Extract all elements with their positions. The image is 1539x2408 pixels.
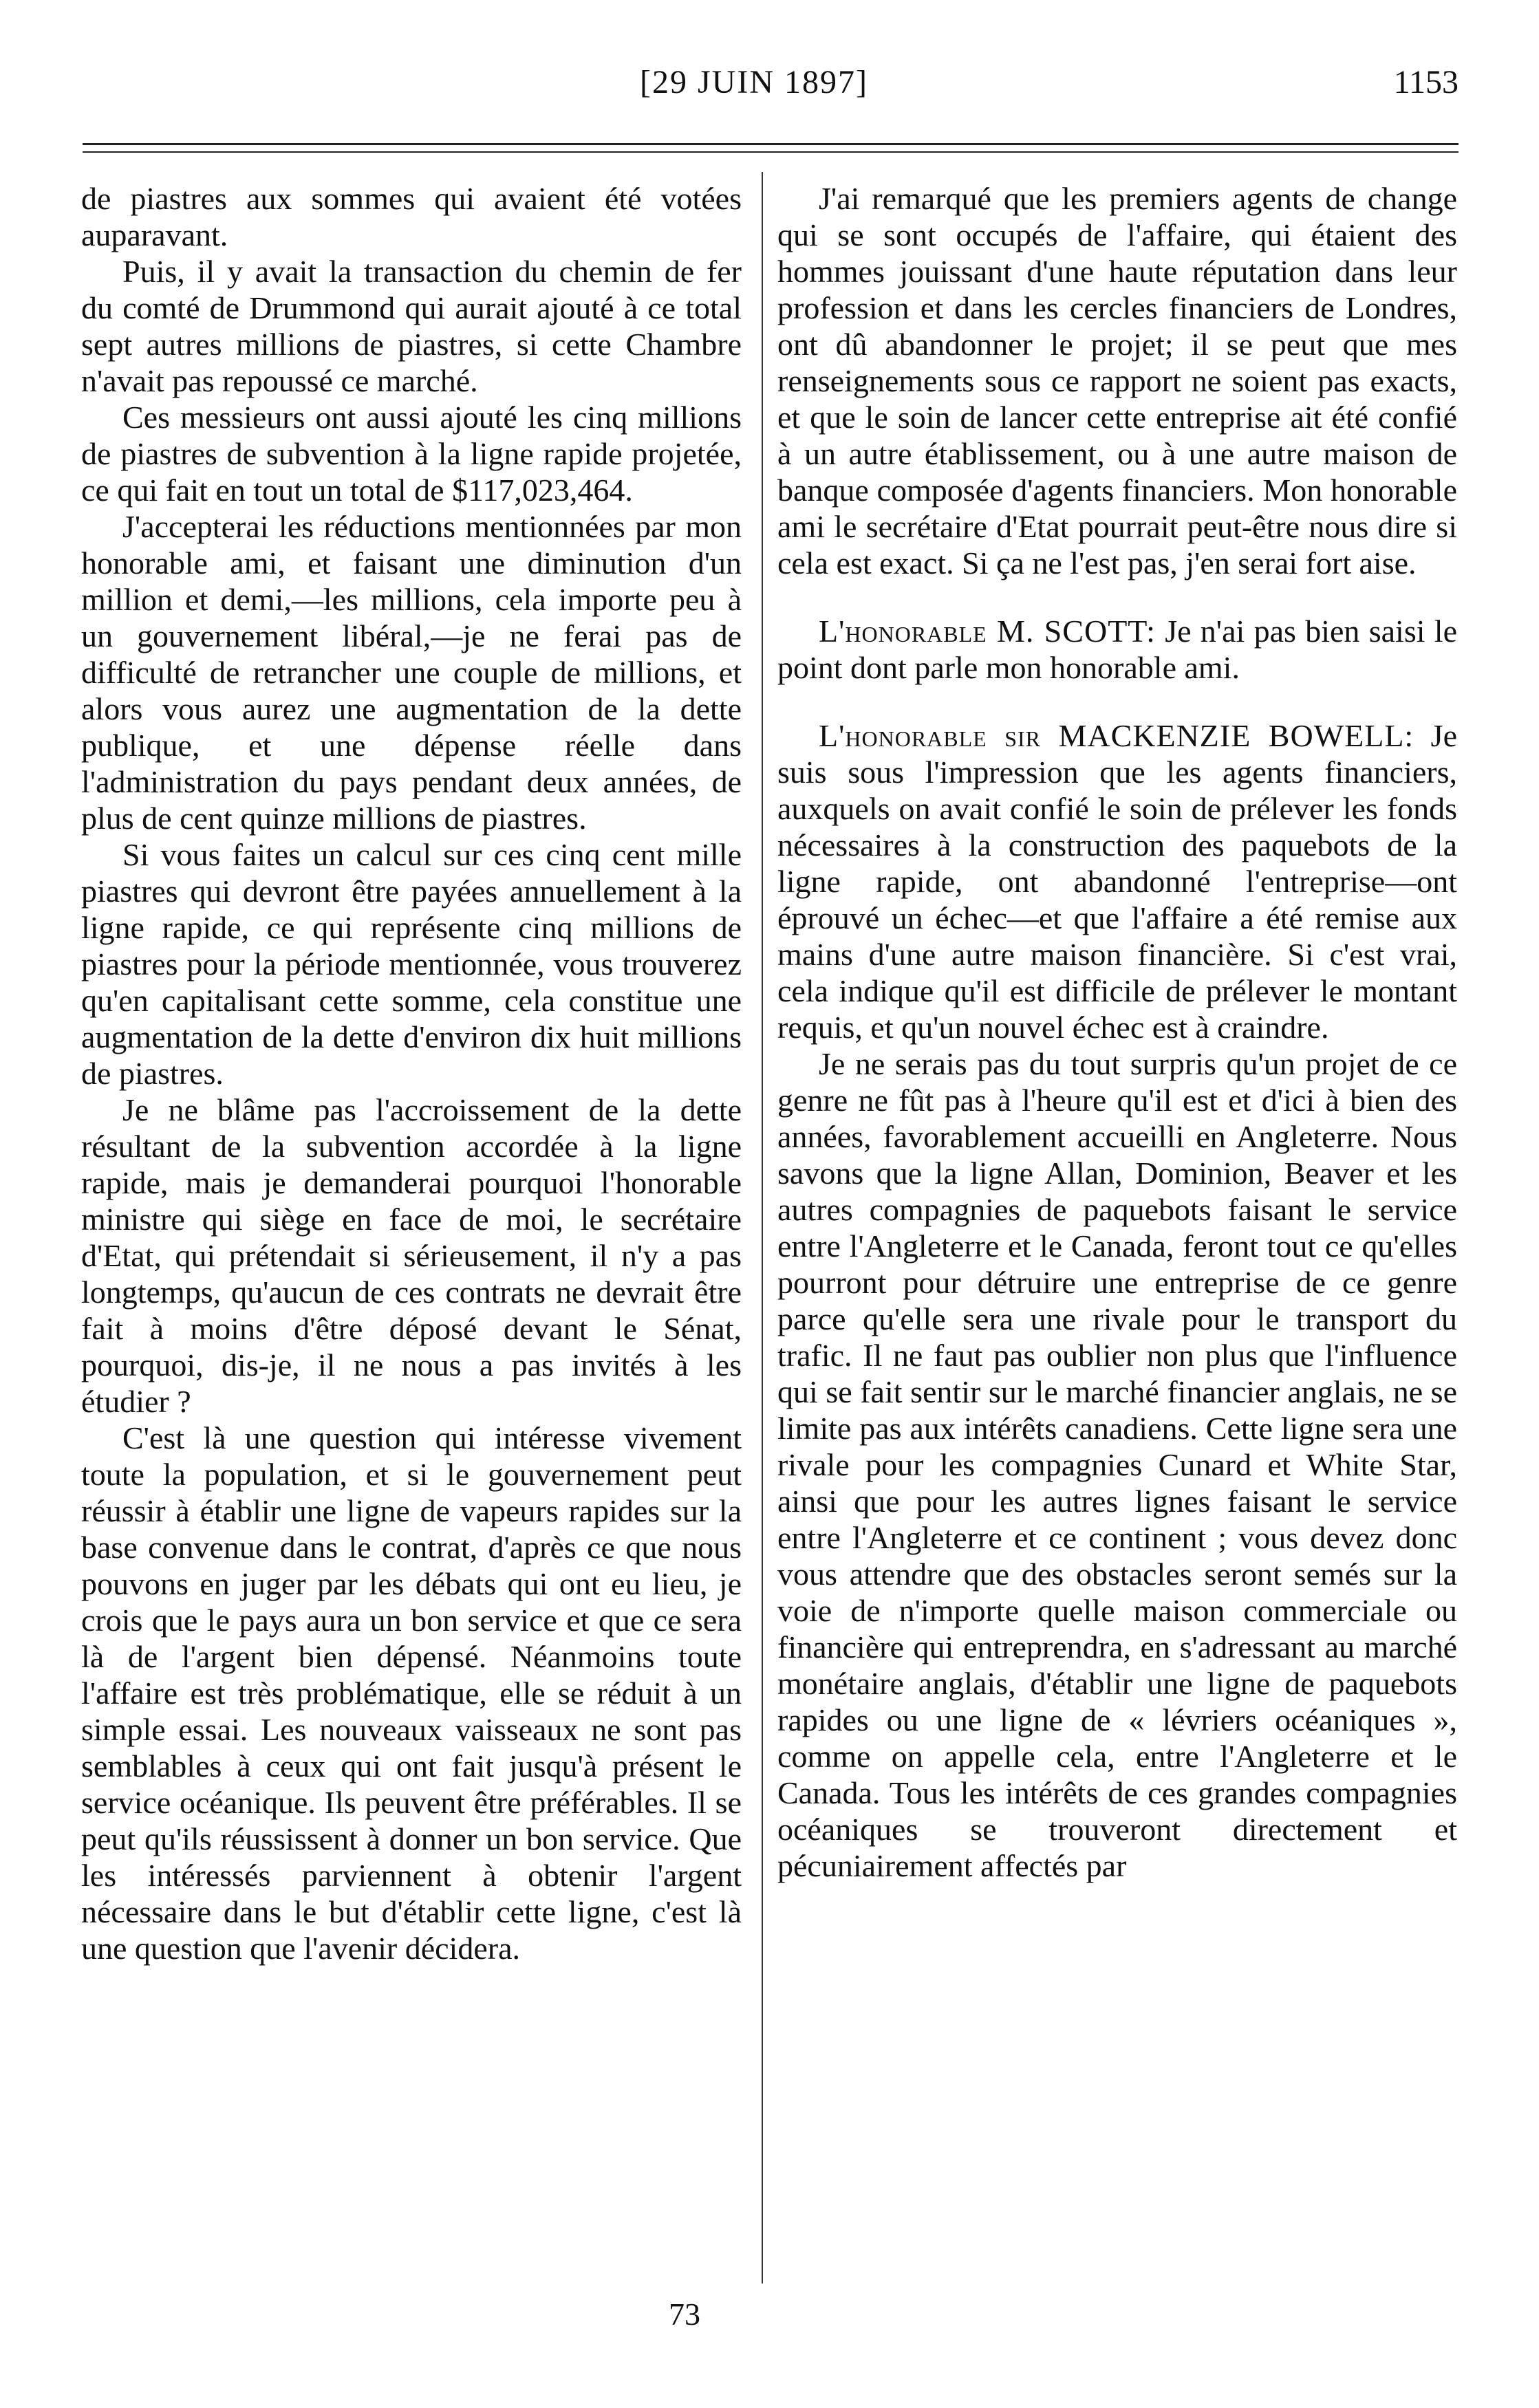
header-rule-top: [83, 143, 1459, 145]
paragraph: J'ai remarqué que les premiers agents de change qui se sont occupés de l'affaire, qui étaient des hommes jouissant d'une haute réputation dans leur profession et dans les cercles financiers de Londres, ont dû abandonner le projet; il se peut que mes renseignements sous ce rapport ne soient pas exacts, et que le soin de lancer cette entreprise ait été confié à un autre établissement, ou à une autre maison de banque composée d'agents financiers. Mon honorable ami le secrétaire d'Etat pourrait peut-être nous dire si cela est exact. Si ça ne l'est pas, j'en serai fort aise.: [777, 181, 1457, 581]
paragraph: de piastres aux sommes qui avaient été votées auparavant.: [81, 181, 742, 252]
page-number: 1153: [1393, 64, 1459, 100]
speech-text: Je n'ai pas bien saisi le point dont parle mon honorable ami.: [777, 614, 1457, 685]
page-header: [76, 63, 1459, 111]
paragraph: Je ne blâme pas l'accroissement de la dette résultant de la subvention accordée à la ligne rapide, mais je demanderai pourquoi l'honorable ministre qui siège en face de moi, le secrétaire d'Etat, qui prétendait si sérieusement, il n'y a pas longtemps, qu'aucun de ces contrats ne devrait être fait à moins d'être déposé devant le Sénat, pourquoi, dis-je, il ne nous a pas invités à les étudier ?: [81, 1092, 742, 1419]
column-divider: [762, 172, 763, 2284]
left-column: [81, 180, 742, 1966]
paragraph: C'est là une question qui intéresse vivement toute la population, et si le gouvernement peut réussir à établir une ligne de vapeurs rapides sur la base convenue dans le contrat, d'après ce que nous pouvons en juger par les débats qui ont eu lieu, je crois que le pays aura un bon service et que ce sera là de l'argent bien dépensé. Néanmoins toute l'affaire est très problématique, elle se réduit à un simple essai. Les nouveaux vaisseaux ne sont pas semblables à ceux qui ont fait jusqu'à présent le service océanique. Ils peuvent être préférables. Il se peut qu'ils réussissent à donner un bon service. Que les intéressés parviennent à obtenir l'argent nécessaire dans le but d'établir cette ligne, c'est là une question que l'avenir décidera.: [81, 1420, 742, 1966]
signature-mark: 73: [669, 2297, 700, 2332]
speech-bowell: [777, 717, 1457, 1045]
speech-scott: [777, 613, 1457, 686]
paragraph: Si vous faites un calcul sur ces cinq cent mille piastres qui devront être payées annuellement à la ligne rapide, ce qui représente cinq millions de piastres pour la période mentionnée, vous trouverez qu'en capitalisant cette somme, cela constitue une augmentation de la dette d'environ dix huit millions de piastres.: [81, 837, 742, 1091]
speech-text: Je suis sous l'impression que les agents financiers, auxquels on avait confié le soin de prélever les fonds nécessaires à la construction des paquebots de la ligne rapide, ont abandonné l'entreprise—ont éprouvé un échec—et que l'affaire a été remise aux mains d'une autre maison financière. Si c'est vrai, cela indique qu'il est difficile de prélever le montant requis, et qu'un nouvel échec est à craindre.: [777, 718, 1457, 1045]
header-rule-bottom: [83, 151, 1459, 153]
paragraph: Ces messieurs ont aussi ajouté les cinq millions de piastres de subvention à la ligne rapide projetée, ce qui fait en tout un total de $117,023,464.: [81, 400, 742, 508]
speaker-name-bowell: L'honorable sir MACKENZIE BOWELL:: [819, 718, 1414, 753]
header-date: [29 JUIN 1897]: [640, 64, 868, 100]
right-column: [777, 180, 1457, 1884]
paragraph: Puis, il y avait la transaction du chemin de fer du comté de Drummond qui aurait ajouté à ce total sept autres millions de piastres, si cette Chambre n'avait pas repoussé ce marché.: [81, 254, 742, 398]
speaker-name-scott: L'honorable M. SCOTT:: [819, 614, 1156, 649]
paragraph: Je ne serais pas du tout surpris qu'un projet de ce genre ne fût pas à l'heure qu'il est et d'ici à bien des années, favorablement accueilli en Angleterre. Nous savons que la ligne Allan, Dominion, Beaver et les autres compagnies de paquebots faisant le service entre l'Angleterre et le Canada, feront tout ce qu'elles pourront pour détruire une entreprise de ce genre parce qu'elle sera une rivale pour le transport du trafic. Il ne faut pas oublier non plus que l'influence qui se fait sentir sur le marché financier anglais, ne se limite pas aux intérêts canadiens. Cette ligne sera une rivale pour les compagnies Cunard et White Star, ainsi que pour les autres lignes faisant le service entre l'Angleterre et ce continent ; vous devez donc vous attendre que des obstacles seront semés sur la voie de n'importe quelle maison commerciale ou financière qui entreprendra, en s'adressant au marché monétaire anglais, d'établir une ligne de paquebots rapides ou une ligne de « lévriers océaniques », comme on appelle cela, entre l'Angleterre et le Canada. Tous les intérêts de ces grandes compagnies océaniques se trouveront directement et pécuniairement affectés par: [777, 1046, 1457, 1883]
paragraph: J'accepterai les réductions mentionnées par mon honorable ami, et faisant une diminution d'un million et demi,—les millions, cela importe peu à un gouvernement libéral,—je ne ferai pas de difficulté de retrancher une couple de millions, et alors vous aurez une augmentation de la dette publique, et une dépense réelle dans l'administration du pays pendant deux années, de plus de cent quinze millions de piastres.: [81, 509, 742, 836]
